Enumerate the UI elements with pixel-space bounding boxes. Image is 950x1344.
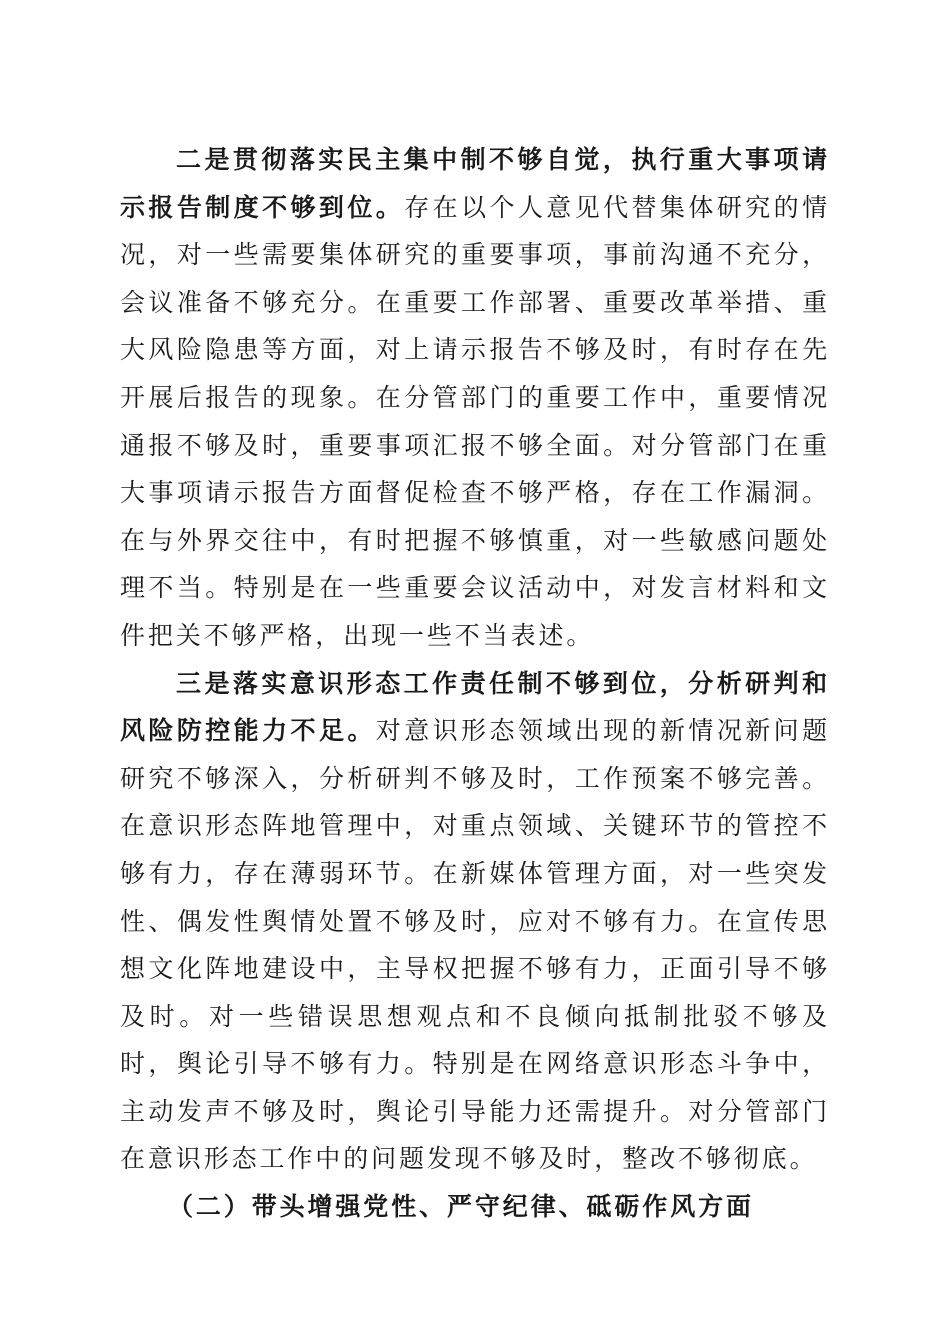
paragraph-body: 存在以个人意见代替集体研究的情况，对一些需要集体研究的重要事项，事前沟通不充分，会议准备不够充分。在重要工作部署、重要改革举措、重大风险隐患等方面，对上请示报告不够及时，有时存在先开展后报告的现象。在分管部门的重要工作中，重要情况通报不够及时，重要事项汇报不够全面。对分管部门在重大事项请示报告方面督促检查不够严格，存在工作漏洞。在与外界交往中，有时把握不够慎重，对一些敏感问题处理不当。特别是在一些重要会议活动中，对发言材料和文件把关不够严格，出现一些不当表述。 bbox=[120, 192, 830, 650]
paragraph-lead: 三是落实意识形态工作责任制不够到位，分析研判和风险防控能力不足。 bbox=[120, 668, 830, 746]
paragraph-lead: 二是贯彻落实民主集中制不够自觉，执行重大事项请示报告制度不够到位。 bbox=[120, 145, 830, 222]
paragraph-democratic-centralism bbox=[120, 136, 830, 660]
paragraph-body: 对意识形态领域出现的新情况新问题研究不够深入，分析研判不够及时，工作预案不够完善。在意识形态阵地管理中，对重点领域、关键环节的管控不够有力，存在薄弱环节。在新媒体管理方面，对一些突发性、偶发性舆情处置不够及时，应对不够有力。在宣传思想文化阵地建设中，主导权把握不够有力，正面引导不够及时。对一些错误思想观点和不良倾向抵制批驳不够及时，舆论引导不够有力。特别是在网络意识形态斗争中，主动发声不够及时，舆论引导能力还需提升。对分管部门在意识形态工作中的问题发现不够及时，整改不够彻底。 bbox=[120, 716, 831, 1174]
paragraph-ideology-responsibility bbox=[120, 660, 830, 1184]
section-heading: （二）带头增强党性、严守纪律、砥砺作风方面 bbox=[168, 1192, 754, 1222]
document-body bbox=[120, 136, 830, 1231]
